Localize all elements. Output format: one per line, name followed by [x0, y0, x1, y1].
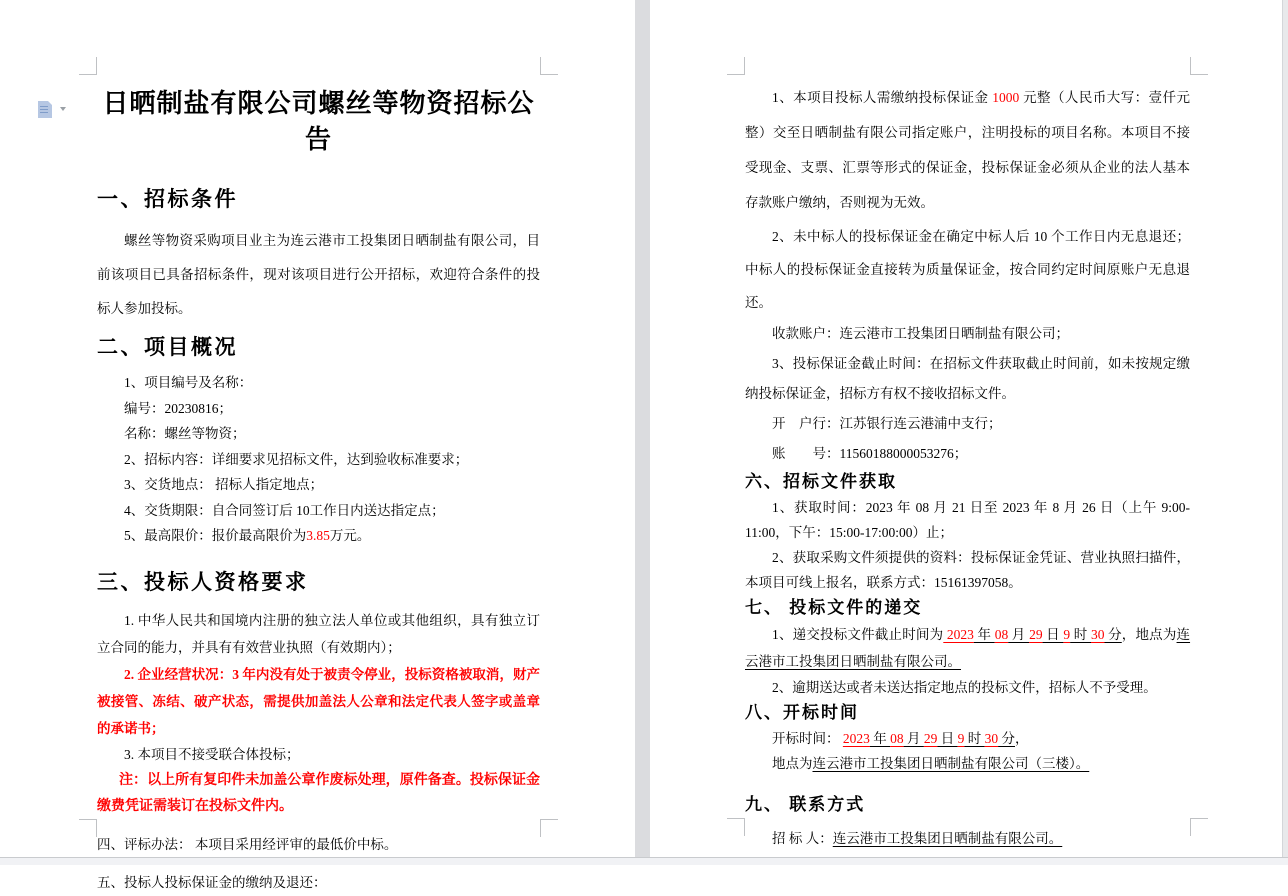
- text-run: 1、递交投标文件截止时间为: [772, 627, 944, 642]
- text-run: ，: [1015, 731, 1029, 746]
- list-item: [97, 370, 540, 396]
- text-run: 八、开标时间: [745, 703, 859, 722]
- list-item: [97, 472, 540, 498]
- text-run: 时: [1070, 627, 1091, 642]
- document-title: [97, 86, 540, 158]
- page-gap-divider: [635, 0, 650, 857]
- text-run: 注：以上所有复印件未加盖公章作废标处理，原件备查。投标保证金缴费凭证需装订在投标文件内。: [97, 772, 540, 814]
- text-run: 五、投标人投标保证金的缴纳及退还：: [97, 874, 327, 890]
- text-run: 名称：螺丝等物资；: [124, 426, 246, 441]
- text-run: 一、招标条件: [97, 187, 238, 211]
- section-heading: [745, 469, 1190, 495]
- text-run: 日晒制盐有限公司螺丝等物资招标公告: [102, 89, 535, 154]
- list-item: [97, 523, 540, 549]
- text-run: 月: [1008, 627, 1030, 642]
- section-heading: [97, 567, 540, 597]
- text-run: 螺丝等物资采购项目业主为连云港市工投集团日晒制盐有限公司，目前该项目已具备招标条件，现对该项目进行公开招标，欢迎符合条件的投标人参加投标。: [97, 233, 540, 316]
- text-run: 连云港市工投集团日晒制盐有限公司（三楼）。: [812, 756, 1090, 771]
- margin-crop-mark: [79, 57, 97, 75]
- text-run: 收款账户：连云港市工投集团日晒制盐有限公司；: [772, 326, 1069, 341]
- text-run: 2、获取采购文件须提供的资料：投标保证金凭证、营业执照扫描件，本项目可线上报名，联系方式：15161397058。: [745, 550, 1190, 590]
- paragraph: [745, 495, 1190, 545]
- text-run: 29: [923, 731, 938, 746]
- text-run: 30: [984, 731, 999, 746]
- text-run: 9: [957, 731, 965, 746]
- right-edge-bar: [1282, 0, 1288, 857]
- text-run: 2、未中标人的投标保证金在确定中标人后 10 个工作日内无息退还；中标人的投标保证金直接转为质量保证金，按合同约定时间原账户无息退还。: [745, 229, 1190, 310]
- list-item: [97, 607, 540, 661]
- margin-crop-mark: [540, 57, 558, 75]
- paragraph: [745, 545, 1190, 595]
- text-run: 地点为: [772, 756, 813, 771]
- text-run: 年: [973, 627, 995, 642]
- paragraph: [745, 621, 1190, 675]
- margin-crop-mark: [1190, 818, 1208, 836]
- section-heading: [97, 184, 540, 214]
- text-run: 四、评标办法： 本项目采用经评审的最低价中标。: [97, 836, 398, 852]
- paragraph: [745, 349, 1190, 409]
- list-item: [97, 396, 540, 422]
- page-1: [0, 0, 635, 896]
- text-run: 时: [964, 731, 985, 746]
- text-run: 3. 本项目不接受联合体投标；: [124, 746, 300, 762]
- text-run: 元整（人民币大写：壹仟元整）交至日晒制盐有限公司指定账户，注明投标的项目名称。本项目不接受现金、支票、汇票等形式的保证金，投标保证金必须从企业的法人基本存款账户缴纳，否则视为无效。: [745, 90, 1191, 210]
- text-run: 编号：20230816；: [124, 400, 232, 416]
- section-heading: [745, 792, 1190, 818]
- text-run: 分: [998, 731, 1015, 746]
- list-item: [97, 498, 540, 524]
- text-run: 1000: [992, 90, 1020, 105]
- text-run: 三、投标人资格要求: [97, 569, 309, 594]
- paragraph: [745, 726, 1190, 751]
- text-run: 4、交货期限：自合同签订后 10工作日内送达指定点；: [124, 502, 445, 518]
- text-run: 开 户行：江苏银行连云港浦中支行；: [772, 416, 1002, 431]
- text-run: 万元。: [329, 528, 371, 543]
- chevron-down-icon[interactable]: [60, 107, 66, 111]
- text-run: 08: [994, 627, 1009, 642]
- paragraph: [745, 675, 1190, 700]
- section-heading: [745, 700, 1190, 726]
- list-item: [97, 421, 540, 447]
- text-run: 二、项目概况: [97, 335, 238, 359]
- text-run: 08: [890, 731, 904, 746]
- text-run: 3、投标保证金截止时间：在招标文件获取截止时间前，如未按规定缴纳投标保证金，招标方有权不接收招标文件。: [745, 356, 1190, 401]
- text-run: 2023: [842, 731, 870, 746]
- text-run: 九、 联系方式: [745, 795, 866, 814]
- text-run: 2、逾期送达或者未送达指定地点的投标文件，招标人不予受理。: [772, 680, 1157, 695]
- text-run: 1、获取时间：2023 年 08 月 21 日至 2023 年 8 月 26 日（上午 9:00-11:00，下午：15:00-17:00:00）止；: [745, 500, 1190, 540]
- text-run: 2. 企业经营状况：3 年内没有处于被责令停业，投标资格被取消，财产被接管、冻结、破产状态，需提供加盖法人公章和法定代表人签字或盖章的承诺书；: [97, 666, 540, 736]
- text-run: 年: [869, 731, 891, 746]
- section-heading: [745, 595, 1190, 621]
- text-run: 日: [937, 731, 958, 746]
- text-run: ，地点为: [1121, 627, 1177, 642]
- text-run: 1. 中华人民共和国境内注册的独立法人单位或其他组织，具有独立订立合同的能力，并具有有效营业执照（有效期内）；: [97, 612, 540, 655]
- text-run: 29: [1029, 627, 1043, 642]
- text-run: 七、 投标文件的递交: [745, 598, 923, 617]
- text-run: 日: [1042, 627, 1064, 642]
- clipboard-paste-icon[interactable]: [38, 101, 52, 118]
- text-run: 1、本项目投标人需缴纳投标保证金: [772, 90, 993, 105]
- margin-crop-mark: [540, 819, 558, 837]
- text-run: 六、招标文件获取: [745, 472, 897, 491]
- text-run: 2、招标内容：详细要求见招标文件，达到验收标准要求；: [124, 451, 469, 467]
- list-item: [97, 447, 540, 473]
- paragraph: [745, 439, 1190, 469]
- paragraph: [745, 319, 1190, 349]
- section-heading: [97, 870, 540, 896]
- text-run: 分: [1104, 627, 1122, 642]
- paragraph: [745, 220, 1190, 319]
- text-run: 月: [903, 731, 924, 746]
- paragraph: [97, 224, 540, 326]
- text-run: 招 标 人：: [772, 831, 833, 846]
- text-run: 3、交货地点： 招标人指定地点；: [124, 477, 324, 492]
- text-run: 连云港市工投集团日晒制盐有限公司。: [832, 831, 1063, 846]
- text-run: 账 号：11560188000053276；: [772, 446, 968, 461]
- page-2: [650, 0, 1282, 854]
- text-run: 开标时间：: [772, 731, 843, 746]
- margin-crop-mark: [727, 57, 745, 75]
- text-run: 连云港市工投集团日晒制盐有限公司。: [745, 627, 1191, 669]
- text-run: 2023: [943, 627, 974, 642]
- margin-crop-mark: [79, 819, 97, 837]
- margin-crop-mark: [727, 818, 745, 836]
- list-item: [97, 661, 540, 742]
- section-heading: [97, 332, 540, 362]
- text-run: 9: [1063, 627, 1071, 642]
- paragraph: [745, 80, 1190, 220]
- text-run: 5、最高限价：报价最高限价为: [124, 528, 307, 543]
- paragraph: [745, 751, 1190, 776]
- paragraph: [745, 409, 1190, 439]
- paste-options-button[interactable]: [38, 98, 74, 120]
- text-run: 30: [1091, 627, 1105, 642]
- margin-crop-mark: [1190, 57, 1208, 75]
- text-run: 1、项目编号及名称：: [124, 375, 253, 390]
- section-heading: [97, 832, 540, 858]
- paragraph: [745, 824, 1190, 854]
- list-item: [97, 742, 540, 768]
- bottom-background-bar: [0, 857, 1288, 865]
- text-run: 3.85: [306, 528, 330, 543]
- note-paragraph: [97, 768, 540, 820]
